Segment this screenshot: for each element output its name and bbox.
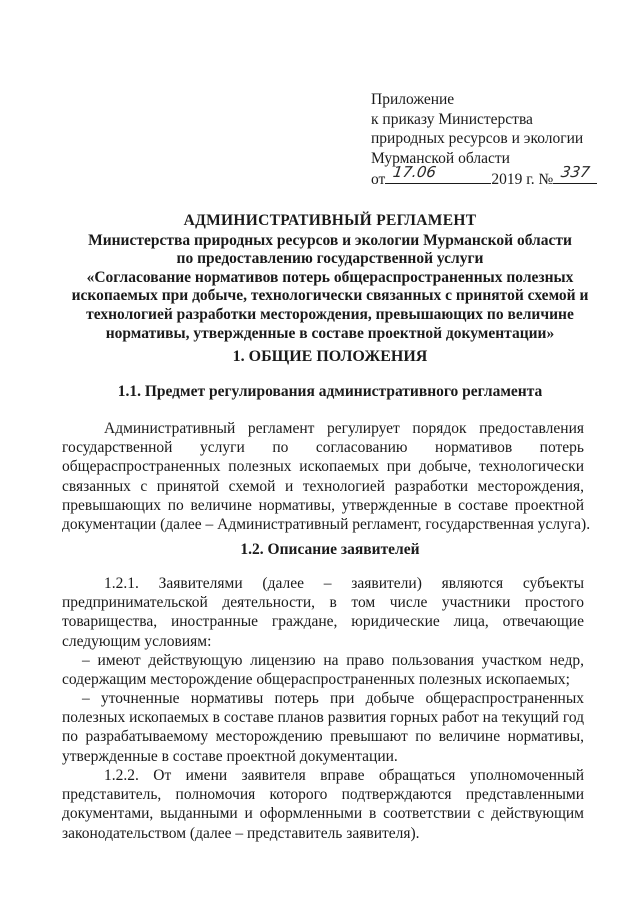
text-line: предпринимательской деятельности, в том числе участники простого: [62, 594, 584, 612]
title-line-1: Министерства природных ресурсов и экологии Мурманской области: [88, 231, 572, 249]
title-line-5: технологией разработки месторождения, превышающих по величине: [86, 305, 574, 323]
text-line: общераспространенных полезных ископаемых при добыче, технологически: [62, 458, 584, 476]
text-line: содержащим месторождение общераспространенных полезных ископаемых;: [62, 671, 570, 689]
text-line: товарищества, иностранные граждане, юридические лица, отвечающие: [62, 613, 584, 631]
text-line: представитель, полномочия которого подтверждаются представленными: [62, 786, 584, 804]
title-line-4: ископаемых при добыче, технологически связанных с принятой схемой и: [71, 287, 589, 305]
title-line-6: нормативы, утвержденные в составе проектной документации»: [105, 324, 555, 342]
paragraph-1-1: [62, 419, 591, 534]
text-line: утвержденные в составе проектной документации.: [62, 747, 398, 765]
appendix-line-3: природных ресурсов и экологии: [371, 130, 584, 148]
title-line-3: «Согласование нормативов потерь общераспространенных полезных: [86, 268, 574, 286]
text-line: документации (далее – Административный регламент, государственная услуга).: [62, 516, 591, 534]
text-line: 1.2.1. Заявителями (далее – заявители) являются субъекты: [104, 575, 584, 592]
text-line: по разрабатываемому месторождению превышают по величине нормативы,: [62, 728, 584, 746]
text-line: – имеют действующую лицензию на право пользования участком недр,: [82, 652, 584, 669]
section-heading: 1. ОБЩИЕ ПОЛОЖЕНИЯ: [232, 348, 428, 365]
text-line: – уточненные нормативы потерь при добыче общераспространенных: [82, 690, 584, 707]
order-line: [371, 162, 611, 190]
appendix-line-1: Приложение: [371, 91, 455, 108]
order-year: 2019 г. №: [491, 171, 554, 189]
document-title: АДМИНИСТРАТИВНЫЙ РЕГЛАМЕНТ: [183, 212, 477, 229]
order-number-handwritten: 337: [560, 162, 592, 181]
paragraph-1-2-2: [62, 766, 584, 843]
appendix-block: [371, 90, 611, 190]
condition-item-2: [62, 689, 584, 766]
text-line: полезных ископаемых в составе планов развития горных работ на текущий год: [62, 709, 585, 727]
paragraph-1-2-1: [62, 574, 584, 651]
condition-item-1: [62, 651, 584, 689]
subsection-heading-1-2: 1.2. Описание заявителей: [240, 541, 420, 558]
text-line: документами, выданными и оформленными в соответствии с действующим: [62, 805, 584, 823]
text-line: Административный регламент регулирует порядок предоставления: [104, 420, 584, 437]
subsection-heading-1-1: 1.1. Предмет регулирования административного регламента: [117, 383, 543, 400]
text-line: превышающих по величине нормативы, утвержденные в составе проектной: [62, 496, 584, 514]
appendix-line-4: Мурманской области: [371, 149, 510, 167]
appendix-line-2: к приказу Министерства: [371, 110, 533, 128]
order-number-blank: [553, 162, 597, 184]
text-line: связанных с принятой схемой и технологией разработки месторождения,: [62, 477, 584, 495]
order-date-blank: [385, 162, 491, 184]
title-line-2: по предоставлению государственной услуги: [176, 250, 484, 268]
order-date-handwritten: 17.06: [392, 162, 438, 181]
text-line: 1.2.2. От имени заявителя вправе обращаться уполномоченный: [104, 767, 584, 784]
text-line: государственной услуги по согласованию нормативов потерь: [62, 439, 584, 457]
regulation-title: [60, 212, 600, 343]
text-line: законодательством (далее – представитель заявителя).: [62, 824, 420, 842]
text-line: следующим условиям:: [62, 632, 212, 650]
order-prefix: от: [371, 171, 386, 189]
